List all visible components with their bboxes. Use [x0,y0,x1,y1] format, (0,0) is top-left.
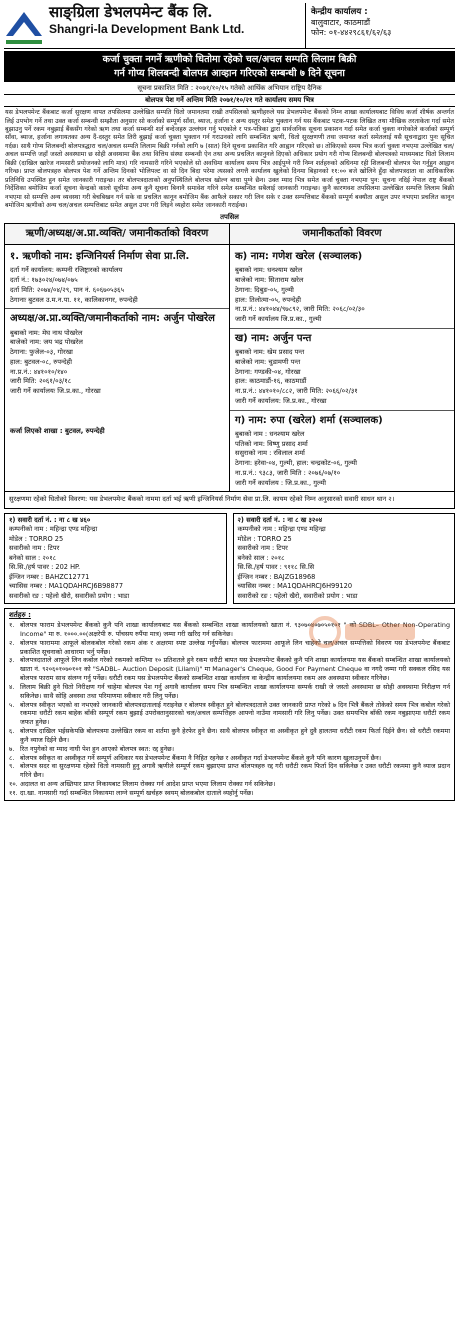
director-detail: जारी गर्ने कार्यालयः जि.प्र.का., गोरखा [10,387,101,396]
guarantor-detail: पतिको नाम: विष्णु प्रसाद शर्मा [235,439,308,448]
vehicle-key: कम्पनीको नाम : [9,525,48,534]
office-title: केन्द्रीय कार्यालय : [311,7,368,17]
guarantor-detail: बाजेको नाम: चुडामणी पन्त [235,357,301,366]
term-item [9,727,450,745]
vehicle-row [238,592,451,602]
borrower-detail: दर्ता मिति: २०७४/०४/२९, पान नं. ६०६७०५३६५ [10,285,125,294]
submission-deadline: बोलपत्र पेश गर्ने अन्तिम मिति २०७१/१०/२१ गते कार्यालय समय भित्र [4,94,455,107]
term-number: ८. [9,753,15,762]
term-item [9,701,450,727]
term-number: ९. [9,762,15,771]
office-phone: फोन: ०१-४४२९८६१/६२/६३ [311,28,392,38]
guarantor-name: क) नाम: गणेश खरेल (सञ्चालक) [235,250,363,262]
intro-paragraph: यस डेभलपमेन्ट बैंकबाट कर्जा सुरक्षण वापत तपसिलमा उल्लेखित सम्पति धितो जमानतमा राखी तपसिलको ऋणीहरुले यस डेभलपमेन्ट बैंकको निम्न शाखा कार्यालयबाट विविध कर्जा शीर्षक अन्तर्गत लिई उपभोग गर्ने तथा उक्त कर्जा सम्बन्धी सम्झौता अनुसार सो कर्जाको सम्पूर्ण साँवा, ब्याज, हर्जाना र अन्य दस्तुर समेत भुक्तान गर्न यस बैंकबाट पटक-पटक लिखित तथा मौखिक तरताकेता गर्दा समेत बुझाउनु पर्ने रकम नबुझाई बैंकसँग गरेको ऋण तथा कर्जा सम्बन्धी शर्त बन्देजहरु उल्लंघन गर्नु भएकोले र पत्र-पत्रिका द्वारा सार्वजनिक सूचना प्रकाशन गर्दा समेत कर्जा चुक्ता नगरेकोले कर्जाको सम्पूर्ण साँवा, ब्याज, हर्जाना लगायतका अन्य दैं-दस्तुर समेत तिरी बुझाई कर्जा चुक्ता भुक्तान गर्न गराउनको लागि सम्बन्धित ऋणी, धितो सुरक्षणणी तथा जमानत कर्ता समेतलाई यसै सूचनाद्वारा पुनः सूचित गर्दछ। साथै गोप्य शिलबन्दी बोलपत्रद्धारा चल/अचल सम्पति लिलाम बिक्री गर्नको लागि ७ (सात) दिने सूचना प्रकाशित गरि आह्वान गरिएको छ। तोकिएको समय भित्र कर्जा चुक्ता नभएमा उल्लेखित चल/अचल सम्पत्ति जहाँ जस्तो अवस्थामा छ सोही अवस्थामा बैंक तथा वित्तिय संस्था सम्बन्धी ऐन तथा अन्य प्रचलित कानुनले दिएको अधिकार प्रयोग गरी गोप्य शिलबन्दी बोलपत्रको माध्यमबाट धितो लिलाम बिक्री (दाखिल खारेज नामसारी प्रयोजनको लागि मात्र) गरि नामसारी गरिने भएकोले सो अवधिमा कार्यालय समय भित्र आईपुग्ने गरी निम्न शर्तहरुको अधिनमा रही शिलबन्दी बोलपत्र पेश गर्नुहुन आह्वान गरिन्छ। प्राप्त बोलपत्रहरु बोलपत्र पेश गर्ने अन्तिम दिनको भोलिपल्ट वा सो दिन बिदा परेमा त्यसको लगत्तै कार्यालय खुलेको दिनमा बिहानको ११:०० बजे खोलिने हुँदा बोलपत्रदाता वा आधिकारिक प्रतिनिधि उपस्थित हुन समेत जानकारी गराइन्छ। तर बोलपत्रदाताको अनुपस्थितिले बोलपत्र खोल्न बाधा पुग्ने छैन। उक्त म्याद भित्र समेत कर्जा चुक्ता नभएमा पुन: सूचना नदिई नेपाल राष्ट्र बैंकको निर्देशिका बमोजिम कर्जा सूचना केन्द्रको कालो सूचीमा अन्य कुनै सूचना बिनानै समावेश गरिने समेत सम्बन्धित सबैलाई जानकारी गराइन्छ। कुनै कारणवश तपसिलमा उल्लेखित सम्पत्ति लिलाम बिक्री नभएमा सो सम्पत्ति अन्य व्यवस्था गरी बेचबिखन गर्न सके वा प्रचलित कानून बमोजिम बैंक आफैले सकार गरी लिन सके र उक्त सम्पत्तिबाट बैंकको सम्पूर्ण बक्यौता असुल उपर नभएमा प्रचलित कानून बमोजिम ऋणीको अन्य चल/अचल सम्पत्तिबाट समेत असुल उपर गरी लिइने व्यहोरा समेत जानकारी गराईन्छ। [5,109,454,209]
term-number: ११. [9,788,18,797]
guarantor-detail: ना.प्र.नं.: ४४१०१०/८८२, जारी मिति: २०६६/०२/३१ [235,387,358,396]
guarantor-detail: जारी गर्ने कार्यालय जि.प्र.का., गुल्मी [235,314,322,323]
office-address: बालुवाटार, काठमाडौं [311,18,371,28]
vehicle-list [4,513,455,605]
guarantor-detail: बुबाको नाम: धनश्याम खरेल [235,266,303,275]
term-item [9,789,450,798]
banner-line-1: कर्जा चुक्ता नगर्ने ऋणीको धितोमा रहेको चल/अचल सम्पति लिलाम बिक्री [102,54,357,65]
divider [230,410,454,411]
publication-date: सूचना प्रकाशित मिति : २०७१/१०/१५ गतेको आर्थिक अभियान राष्ट्रिय दैनिक [137,84,322,93]
term-number: ३. [9,656,15,665]
director-name: अध्यक्ष/अ.प्रा.व्यक्ति/जमानीकर्ताको नाम: अर्जुन पोखरेल [10,313,215,325]
vehicle-value: २०१८ [270,553,285,562]
term-text: बोलपत्र फाराम डेभलपमेन्ट बैंकको कुनै पनि शाखा कार्यालयबाट यस बैंकको सम्बन्धित शाखा कार्यालयको खाता नं. ९३०७०४०७०५०१०१ " को SDBL– Other Non-Operating Income" मा रु. १०००.००(अक्षरेपी रु. पाँचसय रुपैंया मात्र) जम्मा गरी खरिद गर्न सकिनेछ। [20,621,450,638]
term-item [9,656,450,682]
vehicle-row [9,544,222,554]
loan-branch: कर्जा लिएको शाखा : बुटवल, रुपन्देही [10,426,105,435]
vehicle-value: MA1QDAHRCJ6B98877 [48,582,124,591]
term-item [9,621,450,639]
term-text: रित नपुगेको वा म्याद नाघी पेश हुन आएको बोलपत्र स्वत: रद्द हुनेछ। [20,744,174,753]
schedule-title: तपसिल [220,213,239,222]
director-detail: बुबाको नाम: मेघ नाथ पोखरेल [10,328,83,337]
vehicle-key: सवारीको नाम : [9,544,46,553]
guarantor-detail: बुबाको नाम : धनश्याम खरेल [235,430,305,438]
guarantor-column [230,245,454,491]
vehicle-key: सवारीको नाम : [237,544,275,553]
guarantor-detail: ठेगाना: गण्डकी-०४, गोरखा [235,367,301,376]
borrower-detail: दर्ता गर्ने कार्यालय: कम्पनी रजिष्ट्रारको कार्यालय [10,266,123,275]
banner-line-2: गर्न गोप्य शिलबन्दी बोलपत्र आव्हान गरिएको सम्बन्धी ७ दिने सूचना [114,67,345,79]
left-column-header: ऋणी/अध्यक्ष/अ.प्रा.व्यक्ति/ जमानीकर्ताको विवरण [5,224,230,245]
term-item [9,745,450,754]
terms-heading: शर्तहरु : [9,611,31,620]
vehicle-key: सवारीको रङ : [237,591,272,600]
vehicle-row [238,573,451,583]
guarantor-name: ग) नाम: रुपा (खरेल) शर्मा (सञ्चालक) [235,414,383,426]
vehicle-row [9,554,222,564]
vehicle-row [238,582,451,592]
term-number: १०. [9,780,18,789]
vehicle-key: ईन्जिन नम्बर : [237,572,272,581]
security-description: सुरक्षणमा रहेको धितोको विवरण: यस डेभलपमेन्ट बैंकको नाममा दर्ता भई ऋणी इन्जिनियर्स निर्माण सेवा प्रा.लि. कायम रहेको निम्न अनुसारको सवारी साधन थान २। [4,492,455,508]
vehicle-value: BAHZC12771 [45,572,90,581]
notice-banner [4,51,455,82]
borrower-name: १. ऋणीको नाम: इन्जिनियर्स निर्माण सेवा प्रा.लि. [10,250,190,262]
guarantor-detail: ना.प्र.नं.: ४४१०४४/९७८९२, जारी मिति: २०६८/०२/३० [235,305,365,314]
director-detail: जारी मिति: २०६१/०३/१८ [10,377,72,386]
term-number: ५. [9,700,15,709]
vehicle-row [238,554,451,564]
term-item [9,639,450,657]
vehicle-value: MA1QDAHRCJ6H99120 [277,582,353,591]
vehicle-value: TORRO 25 [257,534,292,543]
vehicle-key: बनेको साल : [237,553,269,562]
term-text: लिलाम बिक्री हुने धितो निरीक्षण गर्न चाहेमा बोलपत्र पेश गर्नु अगावै कार्यालय समय भित्र सम्बन्धित शाखा कार्यालयमा सम्पर्क राखी जे जस्तो अवस्थामा छ सोही अवस्थामा निरीक्षण गर्न सकिनेछ। साथै सोहि अवस्था तथा परिमाणमा स्वीकार गरी लिनु पर्नेछ। [20,682,450,700]
vehicle-row [9,535,222,545]
term-text: बोलपत्र फाराममा आफूले बोलकबोल गरेको रकम अंक र अक्षरमा स्पष्ट उल्लेख गर्नुपर्नेछ। बोलपत्र फाराममा आफूले लिन चाहेको चल/अचल सम्पत्तिको विवरण यस डेभलपमेन्ट बैंकबाट प्रकाशित सूचनाको आधारमा भर्नु पर्नेछ। [20,638,450,656]
vehicle-key: मोडेल : [237,534,256,543]
guarantor-detail: हाल: तिलोत्मा-०५, रुपन्देही [235,295,301,304]
guarantor-detail: हाल: काठमाडौं-१६, काठमाडौं [235,377,307,386]
term-number: १. [9,621,15,630]
term-number: ६. [9,727,15,736]
vehicle-key: मोडेल : [9,534,27,543]
term-number: ४. [9,682,15,691]
director-detail: बाजेको नाम: जय भद्र पोखरेल [10,338,83,347]
term-number: २. [9,638,15,647]
guarantor-detail: जारी गर्ने कार्यालय : जि.प्र.का., गुल्मी [235,478,326,487]
guarantor-detail: ना.प्र.नं.: ९३८३, जारी मिति : २०७६/०७/१० [235,468,341,477]
vehicle-value: ९११८ सि.सि [283,563,315,572]
term-text: बोलपत्र सदर वा सुरक्षणमा रहेको धितो नामसारी हुनु अगावै ऋणीले सम्पूर्ण रकम बुझाएमा प्राप्त बोलपत्रहरु रद्द गरी धरौटी रकम फिर्ता दिन सकिनेछ र उक्त धरौटी रकममा कुनै व्याज प्रदान गरिने छैन। [20,762,450,780]
central-office [305,3,455,48]
vehicle-value: महिन्द्रा एण्ड महिन्द्रा [278,525,326,534]
right-column-header: जमानीकर्ताको विवरण [230,224,454,245]
bank-logo [4,6,44,46]
director-detail: हाल: बुटवल-०८, रुपन्देही [10,357,72,366]
guarantor-detail: ठेगाना: दिबुङ-०५, गुल्मी [235,285,294,294]
vehicle-key: ईन्जिन नम्बर : [9,572,44,581]
vehicle-row [9,563,222,573]
terms-section [4,608,455,800]
guarantor-detail: बुबाको नाम: खेम प्रसाद पन्त [235,348,305,357]
vehicle-key: कम्पनीको नाम : [237,525,277,534]
vehicle-row [9,525,222,535]
vehicle-card [4,513,227,605]
guarantor-name: ख) नाम: अर्जुन पन्त [235,332,312,344]
vehicle-key: सि.सि./हर्ष पावर : [237,563,282,572]
bank-name-nepali: साङ्ग्रिला डेभलपमेन्ट बैंक लि. [49,3,213,21]
vehicle-value: टिपर [47,544,60,553]
guarantor-detail: ससुराको नाम : रविलाल शर्मा [235,449,305,458]
guarantor-detail: बाजेको नाम: सिताराम खरेल [235,276,304,285]
vehicle-title: २) सवारी दर्ता नं. : ना ८ ख ३२०४ [237,515,323,524]
borrower-detail: ठेगानाः बुटवल उ.म.न.पा. ११, कालिकानगर, रुपन्देही [10,295,138,304]
term-number: ७. [9,744,15,753]
term-text: बोलपत्र दाखिल भईसकेपछि बोलपत्रमा उल्लेखित रकम वा शर्तमा कुनै हेरफेर हुने छैन। साथै बोलपत्र स्वीकृत वा अस्वीकृत हुने दुवै हालतमा धरौटी रकम फिर्ता दिईने छैन। सो धरौटी रकममा कुनै व्याज दिईने छैन। [20,727,450,744]
vehicle-row [238,525,451,535]
vehicle-key: सि.सि./हर्ष पावर : [9,563,54,572]
schedule-table [4,223,455,492]
vehicle-value: पहेलो खैरो, सवारीको प्रयोग : भाडा [273,591,358,600]
borrower-column [5,245,230,491]
term-item [9,762,450,780]
guarantor-detail: ठेगाना: हरेवा-०४, गुल्मी, हाल: चन्द्रकोट-०६, गुल्मी [235,459,358,468]
vehicle-row [238,544,451,554]
term-text: अदालत वा अन्य अख्तियार प्राप्त निकायबाट लिलाम रोक्का गर्न आदेश प्राप्त भएमा लिलाम रोक्का गर्न सकिनेछ। [20,780,276,789]
director-detail: ठेगाना: फुजेल-०३, गोरखा [10,348,73,357]
vehicle-value: टिपर [276,544,288,553]
vehicle-value: 202 HP. [55,563,81,572]
vehicle-title: १) सवारी दर्ता नं. : ना ८ ख ४६० [9,515,91,524]
vehicle-row [9,592,222,602]
vehicle-value: BAJZG18968 [273,572,316,581]
term-text: बोलपत्रदाताले आफूले लिन कबोल गरेको रकमको कम्तिमा १० प्रतिशतले हुने रकम धरौटी बापत यस डेभलपमेन्ट बैंकको कुनै पनि शाखा कार्यालयमा यस बैंकको सम्बन्धित शाखा कार्यालयको खाता नं. ९२०६०१०७०१०१ को "SADBL– Auction Deposit (Lilami)" मा Manager's Cheque, Good For Payment Cheque वा नगदै जम्मा गरी सक्कल रसिद यस बोलपत्र फाराम साथ संलग्न गर्नु पर्नेछ। धरौटी रकम यस डेभलपमेन्ट बैंकको सम्बन्धित शाखा कार्यालय वा केन्द्रीय कार्यालयमा रकम अरु अवस्थामा स्वीकार गरिनेछ। [20,656,450,683]
vehicle-row [9,582,222,592]
bank-header [4,3,455,49]
term-item [9,780,450,789]
divider [230,328,454,329]
vehicle-value: महिन्द्रा एण्ड महिन्द्रा [49,525,98,534]
director-detail: ना.प्र.नं.: ४४१०१०/१४० [10,367,68,376]
guarantor-detail: जारी गर्ने कार्यालय: जि.प्र.का., गोरखा [235,396,327,405]
vehicle-value: पहेलो खैरो, सवारीको प्रयोग : भाडा [45,591,130,600]
term-text: दा.खा. नामसारी गर्दा सम्बन्धित निकायमा लाग्ने सम्पूर्ण खर्चहरु स्वयम् बोलकबोल दाताले व्यहोर्नु पर्नेछ। [20,788,254,797]
vehicle-value: TORRO 25 [29,534,64,543]
vehicle-key: च्यासिस नम्बर : [237,582,275,591]
term-text: बोलपत्र स्वीकृत भएको वा नभएको जानकारी बोलपत्रदातालाई गराइनेछ र बोलपत्र स्वीकृत हुने बोलपत्रदाताले उक्त जानकारी प्राप्त गरेको ७ दिन भित्रै बैंकले तोकेको समय भित्र कबोल गरेको रकममा धरौटी रकम बाहेक बाँकी सम्पूर्ण रकम बुझाई उपरोक्तानुसारको चल/अचल सम्पत्तिहरु आफ्नो नाउँमा नामसारी गरि लिनु पर्नेछ। उक्त समयभित्र बाँकी रकम नबुझाएमा धरौटी रकम जफत हुनेछ। [20,700,450,727]
vehicle-row [9,573,222,583]
borrower-detail: दर्ता नं.: १७३०२४/०७४/०७५ [10,276,78,285]
vehicle-key: बनेको साल : [9,553,41,562]
vehicle-value: २०१८ [42,553,57,562]
bank-name-english: Shangri-la Development Bank Ltd. [49,21,245,36]
vehicle-key: सवारीको रङ : [9,591,44,600]
vehicle-row [238,535,451,545]
vehicle-key: च्यासिस नम्बर : [9,582,47,591]
divider [5,308,229,309]
term-text: बोलपत्र स्वीकृत वा अस्वीकृत गर्ने सम्पूर्ण अधिकार यस डेभलपमेन्ट बैंकमा नै निहित रहनेछ र अस्वीकृत गर्दा डेभलपमेन्ट बैंकले कुनै पनि कारण खुलाउनुपर्ने छैन। [20,753,382,762]
vehicle-row [238,563,451,573]
vehicle-card [233,513,456,605]
bank-name-block [44,3,305,48]
term-item [9,754,450,763]
term-item [9,683,450,701]
